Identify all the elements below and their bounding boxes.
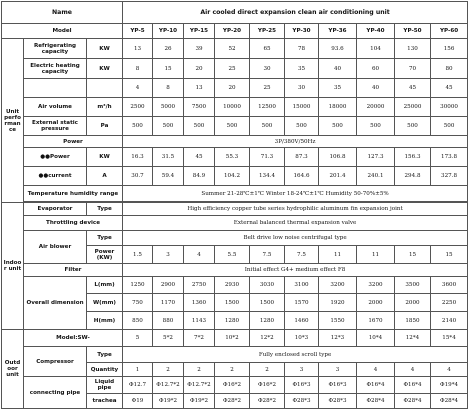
value-cell: Φ28*4	[395, 394, 431, 409]
value-cell: 13	[184, 79, 215, 98]
value-cell: 15	[431, 246, 468, 264]
value-cell: 15	[395, 246, 431, 264]
value-cell: 3200	[357, 277, 395, 294]
value-cell: 2	[184, 363, 215, 377]
value-cell: 30	[250, 59, 285, 79]
value-cell: 7500	[184, 98, 215, 117]
value-cell: 3	[153, 246, 184, 264]
air-blower-type-value: Belt drive low noise centrifugal type	[123, 231, 468, 246]
current-label: ●●current	[24, 167, 87, 186]
value-cell: 10*3	[285, 330, 319, 347]
value-cell: 20	[215, 79, 250, 98]
model-label: Model	[2, 24, 123, 39]
model-cell: YP-30	[285, 24, 319, 39]
model-cell: YP-20	[215, 24, 250, 39]
value-cell: 3	[319, 363, 357, 377]
value-cell: 500	[184, 117, 215, 136]
value-cell: 500	[250, 117, 285, 136]
value-cell: 2750	[184, 277, 215, 294]
value-cell: 2	[153, 363, 184, 377]
group-indoor-unit: Indoo r unit	[2, 203, 24, 330]
value-cell: 500	[319, 117, 357, 136]
value-cell: Φ16*2	[250, 377, 285, 394]
value-cell: Φ19*4	[431, 377, 468, 394]
row3-label	[24, 79, 87, 98]
temp-humidity-label: Temperature humidity range	[24, 186, 123, 202]
value-cell: 3	[285, 363, 319, 377]
value-cell: 2500	[123, 98, 153, 117]
value-cell: 2140	[431, 312, 468, 330]
value-cell: 3030	[250, 277, 285, 294]
value-cell: 35	[319, 79, 357, 98]
value-cell: Φ19	[123, 394, 153, 409]
value-cell: 4	[395, 363, 431, 377]
value-cell: 59.4	[153, 167, 184, 186]
air-volume-unit: m³/h	[87, 98, 123, 117]
model-cell: YP-50	[395, 24, 431, 39]
value-cell: 5	[123, 330, 153, 347]
dimension-label: Overall dimension	[24, 277, 87, 330]
table-title: Air cooled direct expansion clean air conditioning unit	[123, 2, 468, 24]
value-cell: 10*2	[215, 330, 250, 347]
value-cell: 1850	[395, 312, 431, 330]
value-cell: Φ19*2	[184, 394, 215, 409]
value-cell: 327.8	[431, 167, 468, 186]
value-cell: 2	[250, 363, 285, 377]
value-cell: 1460	[285, 312, 319, 330]
value-cell: 500	[215, 117, 250, 136]
value-cell: 7.5	[285, 246, 319, 264]
value-cell: 1250	[123, 277, 153, 294]
value-cell: 1.5	[123, 246, 153, 264]
value-cell: 45	[184, 148, 215, 167]
value-cell: 3200	[319, 277, 357, 294]
value-cell: 750	[123, 294, 153, 312]
power-value: 3P/380V/50Hz	[123, 136, 468, 148]
value-cell: 3600	[431, 277, 468, 294]
value-cell: 240.1	[357, 167, 395, 186]
value-cell: 12*4	[395, 330, 431, 347]
value-cell: 2930	[215, 277, 250, 294]
value-cell: 4	[431, 363, 468, 377]
filter-label: Filter	[24, 264, 123, 277]
value-cell: 500	[395, 117, 431, 136]
value-cell: 1670	[357, 312, 395, 330]
value-cell: 8	[153, 79, 184, 98]
value-cell: 5000	[153, 98, 184, 117]
value-cell: Φ28*4	[431, 394, 468, 409]
value-cell: 12500	[250, 98, 285, 117]
compressor-type-value: Fully enclosed scroll type	[123, 347, 468, 363]
value-cell: 1550	[319, 312, 357, 330]
group-unit-performance: Unit perfo rman ce	[2, 39, 24, 203]
group-outdoor-unit: Outd oor unit	[2, 330, 24, 409]
value-cell: 20	[184, 59, 215, 79]
current-unit: A	[87, 167, 123, 186]
value-cell: 201.4	[319, 167, 357, 186]
value-cell: 500	[431, 117, 468, 136]
value-cell: 93.6	[319, 39, 357, 59]
value-cell: Φ12.7	[123, 377, 153, 394]
value-cell: 1500	[250, 294, 285, 312]
value-cell: 40	[357, 79, 395, 98]
value-cell: 134.4	[250, 167, 285, 186]
value-cell: Φ28*4	[357, 394, 395, 409]
value-cell: 10000	[215, 98, 250, 117]
row3-unit	[87, 79, 123, 98]
value-cell: Φ16*3	[319, 377, 357, 394]
model-cell: YP-60	[431, 24, 468, 39]
value-cell: 52	[215, 39, 250, 59]
value-cell: 1570	[285, 294, 319, 312]
evaporator-type-label: Type	[87, 203, 123, 216]
compressor-type-label: Type	[87, 347, 123, 363]
value-cell: Φ16*2	[215, 377, 250, 394]
value-cell: 26	[153, 39, 184, 59]
value-cell: 294.8	[395, 167, 431, 186]
value-cell: 71.3	[250, 148, 285, 167]
filter-value: Initial effect G4+ medium effect F8	[123, 264, 468, 277]
value-cell: 5.5	[215, 246, 250, 264]
value-cell: 5*2	[153, 330, 184, 347]
value-cell: 104.2	[215, 167, 250, 186]
liquid-pipe-label: Liquid pipe	[87, 377, 123, 394]
value-cell: 173.8	[431, 148, 468, 167]
value-cell: 80	[431, 59, 468, 79]
model-cell: YP-5	[123, 24, 153, 39]
value-cell: Φ28*2	[250, 394, 285, 409]
value-cell: 25000	[395, 98, 431, 117]
outdoor-model-label: Model:SW-	[24, 330, 123, 347]
value-cell: 500	[153, 117, 184, 136]
value-cell: 30000	[431, 98, 468, 117]
value-cell: 3100	[285, 277, 319, 294]
value-cell: Φ28*3	[319, 394, 357, 409]
compressor-label: Compressor	[24, 347, 87, 377]
value-cell: 2900	[153, 277, 184, 294]
value-cell: 104	[357, 39, 395, 59]
refrig-unit: KW	[87, 39, 123, 59]
value-cell: 25	[215, 59, 250, 79]
value-cell: 8	[123, 59, 153, 79]
evaporator-label: Evaporator	[24, 203, 87, 216]
model-cell: YP-10	[153, 24, 184, 39]
evaporator-value: High efficiency copper tube series hydrophilic aluminum fin expansion joint	[123, 203, 468, 216]
value-cell: 7.5	[250, 246, 285, 264]
value-cell: 7*2	[184, 330, 215, 347]
value-cell: 156	[431, 39, 468, 59]
value-cell: 87.3	[285, 148, 319, 167]
throttling-label: Throttling device	[24, 216, 123, 231]
value-cell: 55.3	[215, 148, 250, 167]
trachea-label: trachea	[87, 394, 123, 409]
value-cell: 16.3	[123, 148, 153, 167]
value-cell: Φ16*4	[357, 377, 395, 394]
value-cell: 15000	[285, 98, 319, 117]
power-label: Power	[24, 136, 123, 148]
power-kw-label: ●●Power	[24, 148, 87, 167]
value-cell: 60	[357, 59, 395, 79]
temp-humidity-value: Summer 21-28℃±1℃ Winter 18-24℃±1℃ Humidity 50-70%±5%	[123, 186, 468, 202]
value-cell: Φ28*2	[215, 394, 250, 409]
value-cell: 1280	[250, 312, 285, 330]
value-cell: Φ12.7*2	[153, 377, 184, 394]
value-cell: 30	[285, 79, 319, 98]
value-cell: 130	[395, 39, 431, 59]
value-cell: Φ19*2	[153, 394, 184, 409]
value-cell: 1143	[184, 312, 215, 330]
air-blower-label: Air blower	[24, 231, 87, 264]
value-cell: 18000	[319, 98, 357, 117]
value-cell: 45	[431, 79, 468, 98]
value-cell: 106.8	[319, 148, 357, 167]
air-volume-label: Air volume	[24, 98, 87, 117]
dim-l-label: L(mm)	[87, 277, 123, 294]
value-cell: 164.6	[285, 167, 319, 186]
value-cell: 30.7	[123, 167, 153, 186]
value-cell: 156.3	[395, 148, 431, 167]
value-cell: Φ16*4	[395, 377, 431, 394]
model-cell: YP-40	[357, 24, 395, 39]
heating-label: Electric heating capacity	[24, 59, 87, 79]
throttling-value: External balanced thermal expansion valve	[123, 216, 468, 231]
value-cell: 1280	[215, 312, 250, 330]
connecting-pipe-label: connecting pipe	[24, 377, 87, 409]
value-cell: 11	[357, 246, 395, 264]
value-cell: 12*3	[319, 330, 357, 347]
value-cell: 2250	[431, 294, 468, 312]
power-kw-unit: KW	[87, 148, 123, 167]
model-cell: YP-25	[250, 24, 285, 39]
value-cell: 1170	[153, 294, 184, 312]
static-pressure-unit: Pa	[87, 117, 123, 136]
value-cell: 70	[395, 59, 431, 79]
dim-h-label: H(mm)	[87, 312, 123, 330]
value-cell: 2	[215, 363, 250, 377]
value-cell: Φ16*3	[285, 377, 319, 394]
value-cell: Φ12.7*2	[184, 377, 215, 394]
value-cell: 127.3	[357, 148, 395, 167]
value-cell: 10*4	[357, 330, 395, 347]
value-cell: 500	[357, 117, 395, 136]
value-cell: 500	[285, 117, 319, 136]
value-cell: 1360	[184, 294, 215, 312]
value-cell: 11	[319, 246, 357, 264]
value-cell: 13	[123, 39, 153, 59]
name-label: Name	[2, 2, 123, 24]
value-cell: 1	[123, 363, 153, 377]
value-cell: 1920	[319, 294, 357, 312]
dim-w-label: W(mm)	[87, 294, 123, 312]
value-cell: 35	[285, 59, 319, 79]
value-cell: 2000	[357, 294, 395, 312]
value-cell: 2000	[395, 294, 431, 312]
value-cell: 20000	[357, 98, 395, 117]
value-cell: 15*4	[431, 330, 468, 347]
static-pressure-label: External static pressure	[24, 117, 87, 136]
value-cell: 500	[123, 117, 153, 136]
value-cell: 40	[319, 59, 357, 79]
value-cell: 84.9	[184, 167, 215, 186]
value-cell: 25	[250, 79, 285, 98]
quantity-label: Quantity	[87, 363, 123, 377]
value-cell: 3500	[395, 277, 431, 294]
value-cell: 39	[184, 39, 215, 59]
value-cell: 880	[153, 312, 184, 330]
refrig-label: Refrigerating capacity	[24, 39, 87, 59]
model-cell: YP-36	[319, 24, 357, 39]
value-cell: 65	[250, 39, 285, 59]
value-cell: Φ28*3	[285, 394, 319, 409]
value-cell: 4	[123, 79, 153, 98]
value-cell: 12*2	[250, 330, 285, 347]
value-cell: 45	[395, 79, 431, 98]
spec-table	[1, 1, 468, 409]
air-blower-power-label: Power (KW)	[87, 246, 123, 264]
value-cell: 1500	[215, 294, 250, 312]
air-blower-type-label: Type	[87, 231, 123, 246]
value-cell: 4	[184, 246, 215, 264]
value-cell: 4	[357, 363, 395, 377]
value-cell: 850	[123, 312, 153, 330]
model-cell: YP-15	[184, 24, 215, 39]
value-cell: 78	[285, 39, 319, 59]
heating-unit: KW	[87, 59, 123, 79]
value-cell: 15	[153, 59, 184, 79]
value-cell: 31.5	[153, 148, 184, 167]
